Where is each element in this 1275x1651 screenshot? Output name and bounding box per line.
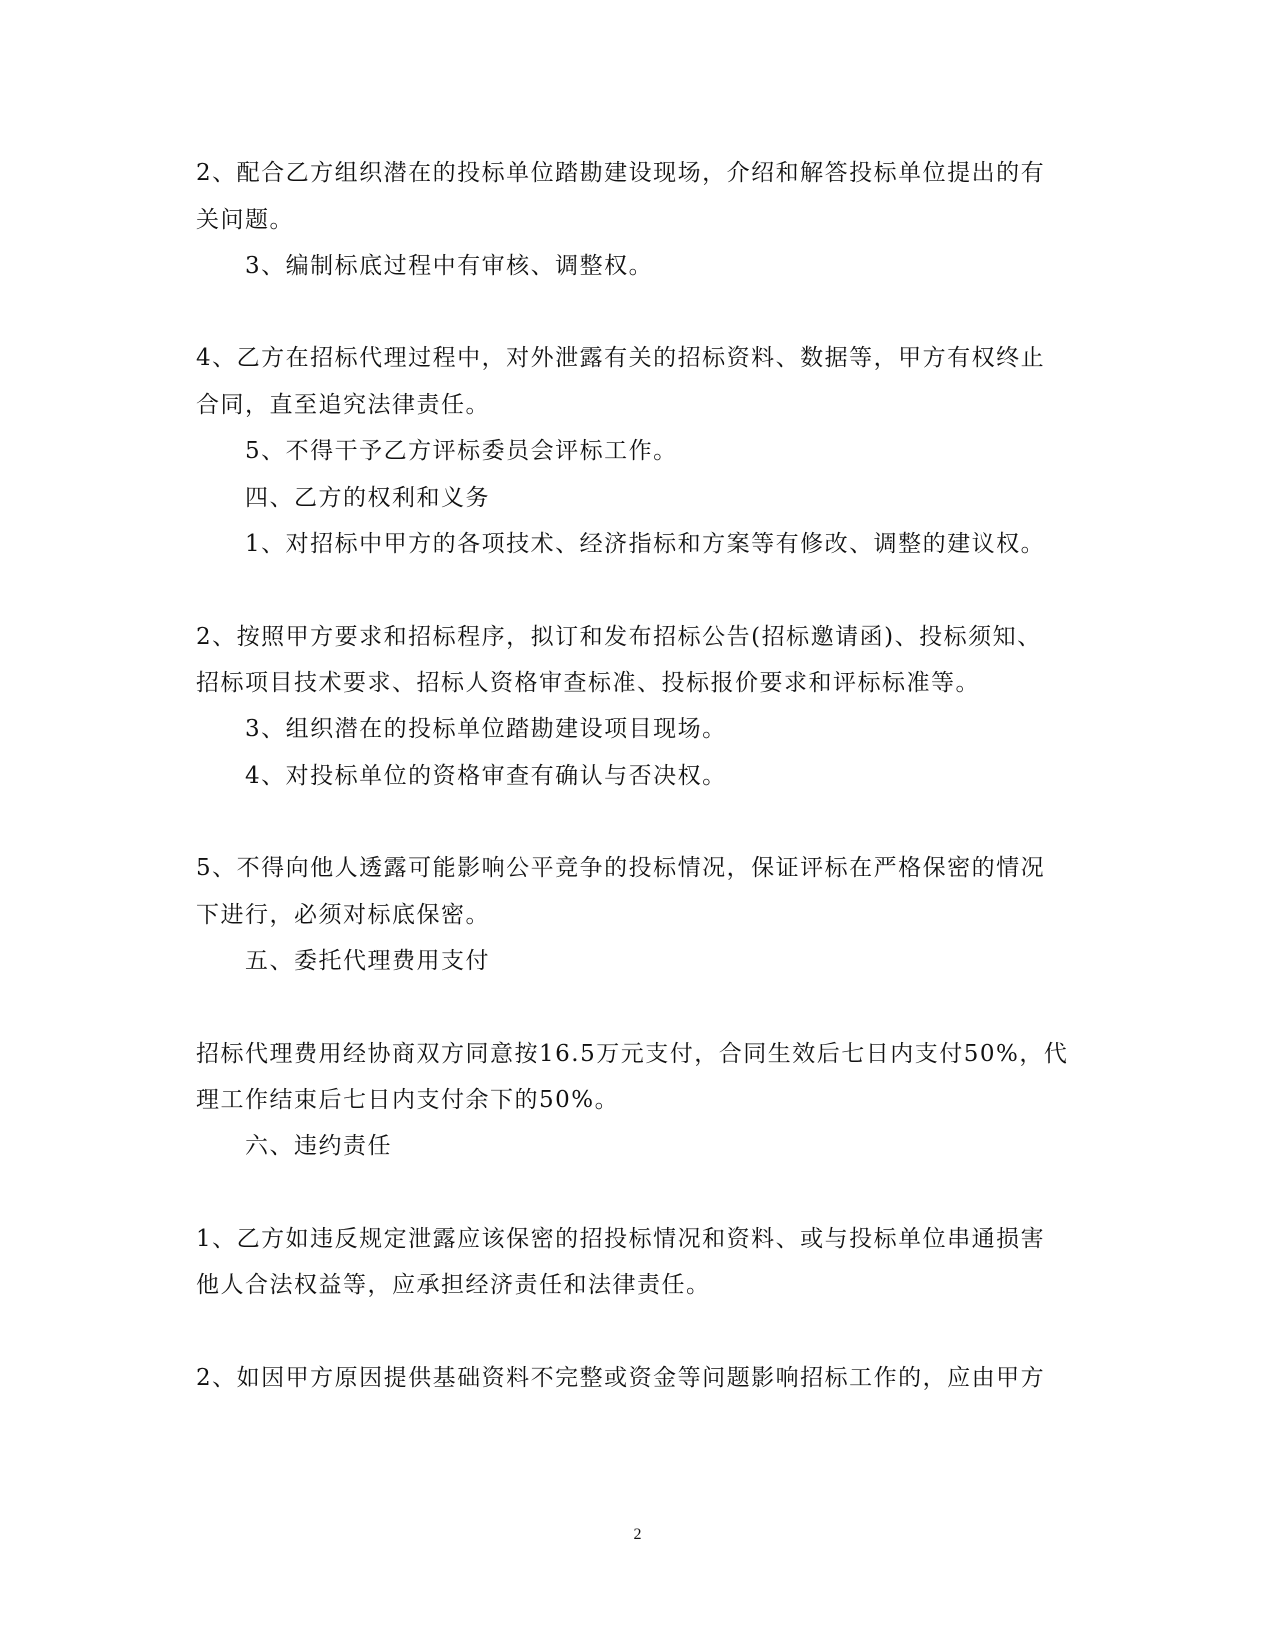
paragraph-line: 下进行，必须对标底保密。 bbox=[196, 902, 490, 928]
paragraph-line: 3、组织潜在的投标单位踏勘建设项目现场。 bbox=[245, 716, 727, 742]
paragraph-line: 理工作结束后七日内支付余下的50%。 bbox=[196, 1087, 620, 1113]
section-heading: 六、违约责任 bbox=[245, 1133, 392, 1159]
paragraph-line: 4、乙方在招标代理过程中，对外泄露有关的招标资料、数据等，甲方有权终止 bbox=[196, 345, 1046, 371]
paragraph-line: 1、对招标中甲方的各项技术、经济指标和方案等有修改、调整的建议权。 bbox=[245, 531, 1046, 557]
paragraph-line: 关问题。 bbox=[196, 207, 294, 233]
paragraph-line: 2、配合乙方组织潜在的投标单位踏勘建设现场，介绍和解答投标单位提出的有 bbox=[196, 160, 1046, 186]
paragraph-line: 4、对投标单位的资格审查有确认与否决权。 bbox=[245, 763, 727, 789]
paragraph-line: 招标项目技术要求、招标人资格审查标准、投标报价要求和评标标准等。 bbox=[196, 670, 980, 696]
page-number: 2 bbox=[633, 1526, 642, 1543]
paragraph-line: 1、乙方如违反规定泄露应该保密的招投标情况和资料、或与投标单位串通损害 bbox=[196, 1226, 1046, 1252]
paragraph-line: 3、编制标底过程中有审核、调整权。 bbox=[245, 253, 654, 279]
paragraph-line: 招标代理费用经协商双方同意按16.5万元支付，合同生效后七日内支付50%，代 bbox=[196, 1041, 1069, 1067]
paragraph-line: 合同，直至追究法律责任。 bbox=[196, 392, 490, 418]
paragraph-line: 他人合法权益等，应承担经济责任和法律责任。 bbox=[196, 1272, 711, 1298]
section-heading: 五、委托代理费用支付 bbox=[245, 948, 490, 974]
paragraph-line: 5、不得向他人透露可能影响公平竞争的投标情况，保证评标在严格保密的情况 bbox=[196, 855, 1046, 881]
paragraph-line: 2、如因甲方原因提供基础资料不完整或资金等问题影响招标工作的，应由甲方 bbox=[196, 1365, 1046, 1391]
paragraph-line: 5、不得干予乙方评标委员会评标工作。 bbox=[245, 438, 678, 464]
paragraph-line: 2、按照甲方要求和招标程序，拟订和发布招标公告(招标邀请函)、投标须知、 bbox=[196, 624, 1042, 650]
section-heading: 四、乙方的权利和义务 bbox=[245, 485, 490, 511]
